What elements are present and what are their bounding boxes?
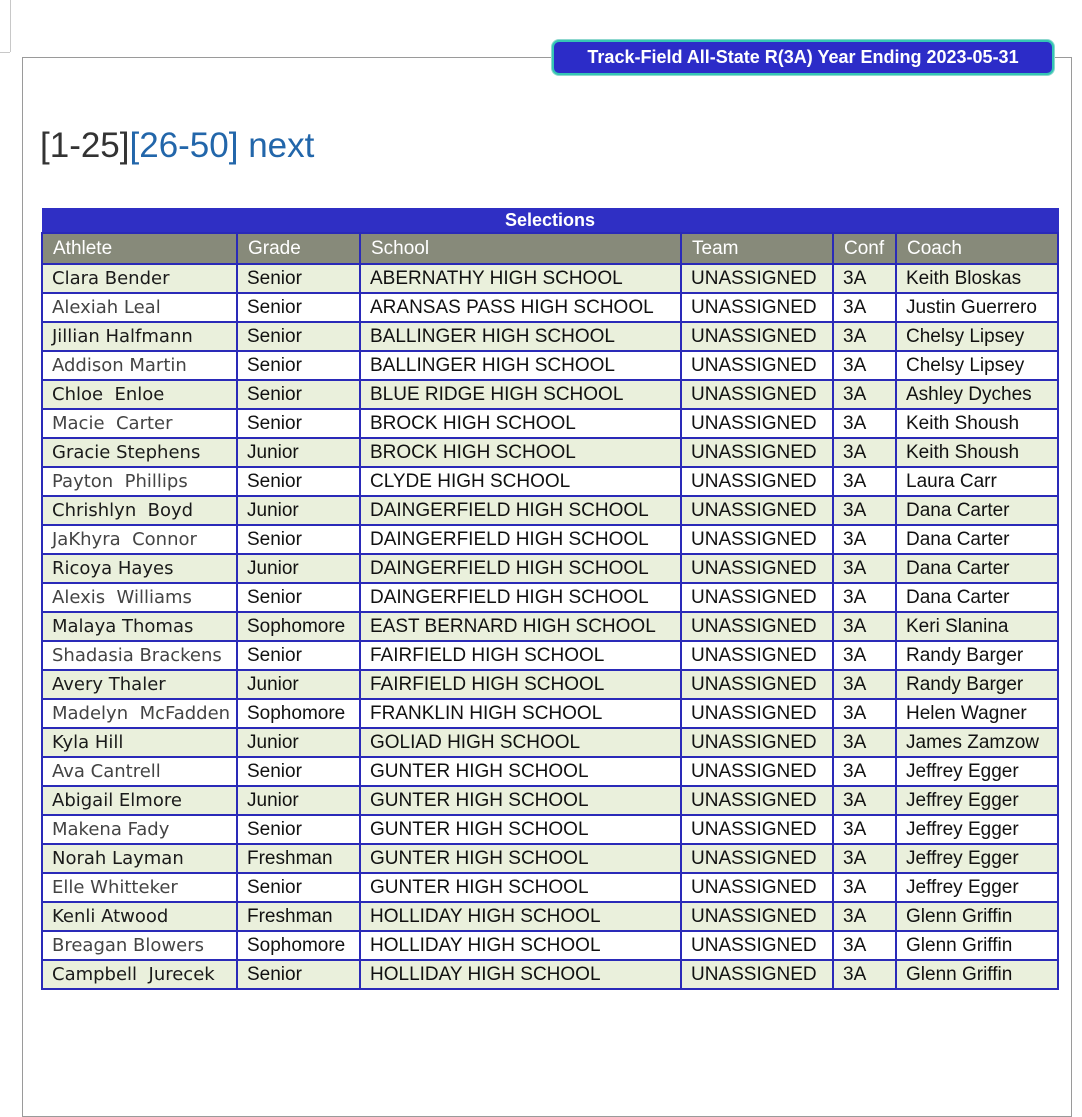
cell-conf: 3A	[833, 902, 896, 931]
cell-conf: 3A	[833, 670, 896, 699]
cell-conf: 3A	[833, 583, 896, 612]
cell-athlete: Kyla Hill	[42, 728, 237, 757]
cell-conf: 3A	[833, 496, 896, 525]
cell-team: UNASSIGNED	[681, 583, 833, 612]
cell-grade: Junior	[237, 728, 360, 757]
table-row	[42, 496, 1058, 525]
cell-grade: Junior	[237, 670, 360, 699]
cell-conf: 3A	[833, 815, 896, 844]
cell-school: GUNTER HIGH SCHOOL	[360, 757, 681, 786]
table-row	[42, 583, 1058, 612]
pager-next-link[interactable]: next	[248, 126, 315, 165]
cell-grade: Junior	[237, 438, 360, 467]
cell-coach: Jeffrey Egger	[896, 844, 1058, 873]
cell-school: ARANSAS PASS HIGH SCHOOL	[360, 293, 681, 322]
cell-school: HOLLIDAY HIGH SCHOOL	[360, 931, 681, 960]
column-header-school: School	[360, 233, 681, 264]
cell-coach: Chelsy Lipsey	[896, 322, 1058, 351]
cell-conf: 3A	[833, 293, 896, 322]
cell-athlete: Elle Whitteker	[42, 873, 237, 902]
cell-school: HOLLIDAY HIGH SCHOOL	[360, 902, 681, 931]
cell-athlete: Alexis Williams	[42, 583, 237, 612]
cell-team: UNASSIGNED	[681, 873, 833, 902]
cell-athlete: Abigail Elmore	[42, 786, 237, 815]
cell-grade: Senior	[237, 380, 360, 409]
cell-team: UNASSIGNED	[681, 670, 833, 699]
table-row	[42, 641, 1058, 670]
cell-team: UNASSIGNED	[681, 815, 833, 844]
cell-team: UNASSIGNED	[681, 438, 833, 467]
cell-grade: Senior	[237, 293, 360, 322]
cell-school: FRANKLIN HIGH SCHOOL	[360, 699, 681, 728]
cell-team: UNASSIGNED	[681, 960, 833, 989]
cell-grade: Senior	[237, 322, 360, 351]
cell-athlete: Macie Carter	[42, 409, 237, 438]
cell-athlete: Campbell Jurecek	[42, 960, 237, 989]
cell-conf: 3A	[833, 351, 896, 380]
cell-school: FAIRFIELD HIGH SCHOOL	[360, 641, 681, 670]
cell-athlete: Addison Martin	[42, 351, 237, 380]
cell-school: DAINGERFIELD HIGH SCHOOL	[360, 496, 681, 525]
cell-team: UNASSIGNED	[681, 409, 833, 438]
column-header-team: Team	[681, 233, 833, 264]
cell-team: UNASSIGNED	[681, 931, 833, 960]
cell-grade: Senior	[237, 815, 360, 844]
cell-coach: Keri Slanina	[896, 612, 1058, 641]
cell-team: UNASSIGNED	[681, 496, 833, 525]
table-row	[42, 815, 1058, 844]
table-row	[42, 322, 1058, 351]
cell-athlete: Breagan Blowers	[42, 931, 237, 960]
cell-conf: 3A	[833, 728, 896, 757]
cell-school: DAINGERFIELD HIGH SCHOOL	[360, 554, 681, 583]
cell-team: UNASSIGNED	[681, 554, 833, 583]
cell-team: UNASSIGNED	[681, 380, 833, 409]
cell-grade: Freshman	[237, 902, 360, 931]
cell-coach: Jeffrey Egger	[896, 757, 1058, 786]
cell-coach: Chelsy Lipsey	[896, 351, 1058, 380]
cell-school: CLYDE HIGH SCHOOL	[360, 467, 681, 496]
cell-school: GUNTER HIGH SCHOOL	[360, 873, 681, 902]
cell-grade: Freshman	[237, 844, 360, 873]
cell-team: UNASSIGNED	[681, 467, 833, 496]
cell-athlete: Norah Layman	[42, 844, 237, 873]
cell-coach: Glenn Griffin	[896, 960, 1058, 989]
cell-athlete: Kenli Atwood	[42, 902, 237, 931]
cell-coach: Jeffrey Egger	[896, 786, 1058, 815]
cell-team: UNASSIGNED	[681, 786, 833, 815]
cell-team: UNASSIGNED	[681, 699, 833, 728]
table-row	[42, 699, 1058, 728]
cell-team: UNASSIGNED	[681, 844, 833, 873]
cell-athlete: Clara Bender	[42, 264, 237, 293]
table-row	[42, 612, 1058, 641]
cell-grade: Senior	[237, 873, 360, 902]
panel-title: Track-Field All-State R(3A) Year Ending 2023-05-31	[552, 40, 1054, 75]
cell-coach: Keith Shoush	[896, 409, 1058, 438]
cell-team: UNASSIGNED	[681, 525, 833, 554]
cell-school: BALLINGER HIGH SCHOOL	[360, 322, 681, 351]
cell-coach: Justin Guerrero	[896, 293, 1058, 322]
cell-grade: Senior	[237, 409, 360, 438]
cell-coach: Dana Carter	[896, 525, 1058, 554]
table-row	[42, 409, 1058, 438]
cell-athlete: JaKhyra Connor	[42, 525, 237, 554]
table-row	[42, 873, 1058, 902]
cell-conf: 3A	[833, 699, 896, 728]
table-header-row	[42, 233, 1058, 264]
cell-coach: Dana Carter	[896, 583, 1058, 612]
cell-team: UNASSIGNED	[681, 293, 833, 322]
cell-school: BLUE RIDGE HIGH SCHOOL	[360, 380, 681, 409]
cell-athlete: Chloe Enloe	[42, 380, 237, 409]
cell-school: GOLIAD HIGH SCHOOL	[360, 728, 681, 757]
cell-athlete: Alexiah Leal	[42, 293, 237, 322]
table-row	[42, 293, 1058, 322]
table-row	[42, 728, 1058, 757]
table-row	[42, 670, 1058, 699]
cell-conf: 3A	[833, 322, 896, 351]
table-row	[42, 931, 1058, 960]
cell-conf: 3A	[833, 873, 896, 902]
table-row	[42, 960, 1058, 989]
cell-grade: Senior	[237, 525, 360, 554]
cell-team: UNASSIGNED	[681, 351, 833, 380]
cell-team: UNASSIGNED	[681, 612, 833, 641]
pager-next-range-link[interactable]: [26-50]	[129, 126, 239, 165]
table-row	[42, 786, 1058, 815]
cell-team: UNASSIGNED	[681, 902, 833, 931]
cell-conf: 3A	[833, 757, 896, 786]
cell-team: UNASSIGNED	[681, 322, 833, 351]
cell-school: GUNTER HIGH SCHOOL	[360, 786, 681, 815]
cell-athlete: Ava Cantrell	[42, 757, 237, 786]
cell-school: HOLLIDAY HIGH SCHOOL	[360, 960, 681, 989]
cell-grade: Senior	[237, 467, 360, 496]
cell-school: BROCK HIGH SCHOOL	[360, 409, 681, 438]
table-caption: Selections	[42, 209, 1058, 234]
cell-conf: 3A	[833, 641, 896, 670]
cell-athlete: Avery Thaler	[42, 670, 237, 699]
cell-coach: Randy Barger	[896, 670, 1058, 699]
table-row	[42, 902, 1058, 931]
cell-athlete: Gracie Stephens	[42, 438, 237, 467]
cell-coach: Glenn Griffin	[896, 902, 1058, 931]
cell-grade: Sophomore	[237, 931, 360, 960]
cell-grade: Senior	[237, 757, 360, 786]
table-row	[42, 554, 1058, 583]
cell-school: FAIRFIELD HIGH SCHOOL	[360, 670, 681, 699]
cell-athlete: Makena Fady	[42, 815, 237, 844]
selections-table	[41, 208, 1059, 990]
cell-school: ABERNATHY HIGH SCHOOL	[360, 264, 681, 293]
cell-conf: 3A	[833, 960, 896, 989]
cell-school: BROCK HIGH SCHOOL	[360, 438, 681, 467]
pager-current-range: [1-25]	[40, 126, 130, 165]
table-row	[42, 264, 1058, 293]
cell-conf: 3A	[833, 438, 896, 467]
cell-grade: Senior	[237, 351, 360, 380]
cell-coach: Randy Barger	[896, 641, 1058, 670]
cell-conf: 3A	[833, 612, 896, 641]
cell-team: UNASSIGNED	[681, 641, 833, 670]
cell-school: BALLINGER HIGH SCHOOL	[360, 351, 681, 380]
cell-coach: Keith Shoush	[896, 438, 1058, 467]
table-row	[42, 757, 1058, 786]
table-row	[42, 525, 1058, 554]
cell-coach: Helen Wagner	[896, 699, 1058, 728]
cell-coach: Keith Bloskas	[896, 264, 1058, 293]
cell-conf: 3A	[833, 409, 896, 438]
cell-grade: Senior	[237, 583, 360, 612]
cell-conf: 3A	[833, 554, 896, 583]
table-row	[42, 438, 1058, 467]
cell-team: UNASSIGNED	[681, 757, 833, 786]
cell-school: GUNTER HIGH SCHOOL	[360, 844, 681, 873]
cell-athlete: Jillian Halfmann	[42, 322, 237, 351]
pagination	[40, 124, 314, 168]
cell-grade: Senior	[237, 960, 360, 989]
cell-grade: Junior	[237, 554, 360, 583]
cell-school: DAINGERFIELD HIGH SCHOOL	[360, 583, 681, 612]
cell-school: GUNTER HIGH SCHOOL	[360, 815, 681, 844]
cell-grade: Sophomore	[237, 612, 360, 641]
cell-athlete: Ricoya Hayes	[42, 554, 237, 583]
cell-coach: Dana Carter	[896, 554, 1058, 583]
table-row	[42, 351, 1058, 380]
cell-team: UNASSIGNED	[681, 264, 833, 293]
column-header-coach: Coach	[896, 233, 1058, 264]
cell-school: DAINGERFIELD HIGH SCHOOL	[360, 525, 681, 554]
cell-grade: Sophomore	[237, 699, 360, 728]
cell-team: UNASSIGNED	[681, 728, 833, 757]
cell-grade: Senior	[237, 264, 360, 293]
column-header-grade: Grade	[237, 233, 360, 264]
cell-conf: 3A	[833, 844, 896, 873]
cell-athlete: Madelyn McFadden	[42, 699, 237, 728]
table-row	[42, 844, 1058, 873]
cell-coach: James Zamzow	[896, 728, 1058, 757]
cell-conf: 3A	[833, 467, 896, 496]
cell-conf: 3A	[833, 931, 896, 960]
cell-conf: 3A	[833, 525, 896, 554]
cell-school: EAST BERNARD HIGH SCHOOL	[360, 612, 681, 641]
cell-grade: Senior	[237, 641, 360, 670]
cell-coach: Jeffrey Egger	[896, 815, 1058, 844]
table-row	[42, 380, 1058, 409]
column-header-conf: Conf	[833, 233, 896, 264]
cell-athlete: Shadasia Brackens	[42, 641, 237, 670]
cell-coach: Glenn Griffin	[896, 931, 1058, 960]
cell-athlete: Malaya Thomas	[42, 612, 237, 641]
cell-coach: Laura Carr	[896, 467, 1058, 496]
left-frame-divider	[0, 52, 10, 53]
cell-athlete: Chrishlyn Boyd	[42, 496, 237, 525]
cell-conf: 3A	[833, 264, 896, 293]
cell-coach: Ashley Dyches	[896, 380, 1058, 409]
cell-grade: Junior	[237, 786, 360, 815]
cell-conf: 3A	[833, 380, 896, 409]
cell-athlete: Payton Phillips	[42, 467, 237, 496]
left-frame-edge	[0, 0, 11, 52]
cell-conf: 3A	[833, 786, 896, 815]
table-row	[42, 467, 1058, 496]
cell-grade: Junior	[237, 496, 360, 525]
cell-coach: Dana Carter	[896, 496, 1058, 525]
cell-coach: Jeffrey Egger	[896, 873, 1058, 902]
column-header-athlete: Athlete	[42, 233, 237, 264]
